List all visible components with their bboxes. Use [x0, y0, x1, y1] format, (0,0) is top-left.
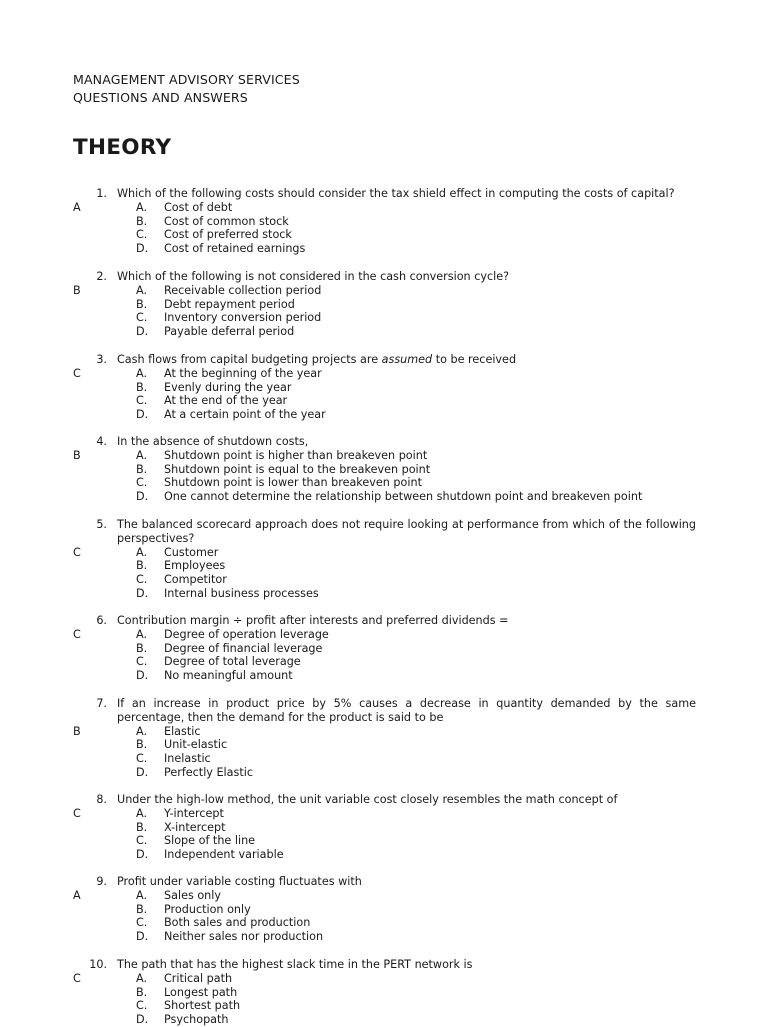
- question-text: Which of the following is not considered in the cash conversion cycle?: [117, 270, 510, 283]
- answer-key: A: [73, 200, 81, 214]
- option-row: [0, 228, 768, 242]
- option-row: [0, 999, 768, 1013]
- answer-key: C: [73, 627, 81, 641]
- question-10: [0, 958, 768, 1027]
- option-text: Psychopath: [164, 1013, 229, 1026]
- option-text: No meaningful amount: [164, 669, 293, 682]
- option-row: [0, 821, 768, 835]
- question-stem: [0, 270, 768, 284]
- option-text: Internal business processes: [164, 586, 319, 600]
- question-number: 2.: [96, 270, 107, 283]
- question-number: 8.: [96, 793, 107, 806]
- option-letter: A.: [136, 448, 148, 462]
- option-row: [0, 573, 768, 587]
- document-header-line-1: MANAGEMENT ADVISORY SERVICES: [73, 72, 300, 87]
- option-text: Payable deferral period: [164, 325, 295, 338]
- answer-key: B: [73, 448, 81, 462]
- option-letter: D.: [136, 242, 149, 255]
- option-row: [0, 930, 768, 944]
- option-text: Shutdown point is lower than breakeven point: [164, 476, 422, 490]
- option-text: Inelastic: [164, 752, 211, 765]
- option-text: Cost of debt: [164, 200, 233, 214]
- question-4: [0, 435, 768, 504]
- option-row: [0, 1013, 768, 1027]
- option-letter: D.: [136, 325, 149, 338]
- question-number: 3.: [96, 353, 107, 366]
- option-letter: C.: [136, 228, 148, 242]
- question-number: 4.: [96, 435, 107, 448]
- option-text: At a certain point of the year: [164, 408, 326, 421]
- answer-key: B: [73, 283, 81, 297]
- option-text: Unit-elastic: [164, 738, 228, 752]
- option-row: [0, 916, 768, 930]
- option-text: Employees: [164, 559, 226, 573]
- option-letter: C.: [136, 834, 148, 848]
- option-letter: D.: [136, 490, 149, 503]
- question-text-part: Cash flows from capital budgeting projects are: [117, 353, 382, 366]
- option-text: Cost of retained earnings: [164, 242, 306, 255]
- option-text: Independent variable: [164, 848, 284, 861]
- question-stem: [0, 435, 768, 449]
- option-row: [0, 201, 768, 215]
- question-number: 10.: [89, 958, 107, 971]
- option-row: [0, 476, 768, 490]
- option-text: Critical path: [164, 971, 233, 985]
- option-row: [0, 587, 768, 601]
- option-letter: D.: [136, 848, 149, 861]
- option-text: Debt repayment period: [164, 297, 295, 311]
- option-text: Sales only: [164, 888, 221, 902]
- option-text: At the end of the year: [164, 394, 288, 408]
- section-title: THEORY: [73, 135, 172, 160]
- question-3: [0, 353, 768, 422]
- question-stem: [0, 793, 768, 807]
- question-stem: [0, 353, 768, 367]
- question-7: [0, 697, 768, 780]
- option-row: [0, 766, 768, 780]
- answer-key: C: [73, 366, 81, 380]
- option-row: [0, 242, 768, 256]
- option-letter: B.: [136, 902, 148, 916]
- option-letter: A.: [136, 806, 148, 820]
- option-text: Inventory conversion period: [164, 311, 322, 325]
- option-row: [0, 986, 768, 1000]
- option-text: Shortest path: [164, 999, 241, 1013]
- option-letter: B.: [136, 380, 148, 394]
- option-row: [0, 311, 768, 325]
- option-row: [0, 449, 768, 463]
- option-text: Both sales and production: [164, 916, 311, 930]
- option-row: [0, 298, 768, 312]
- option-letter: C.: [136, 752, 148, 765]
- option-letter: B.: [136, 297, 148, 311]
- option-letter: A.: [136, 888, 148, 902]
- answer-key: A: [73, 888, 81, 902]
- answer-key: C: [73, 806, 81, 820]
- option-text: Perfectly Elastic: [164, 765, 253, 779]
- option-letter: D.: [136, 765, 149, 779]
- question-stem: [0, 518, 768, 546]
- option-text: Neither sales nor production: [164, 930, 324, 943]
- option-row: [0, 628, 768, 642]
- option-letter: C.: [136, 999, 148, 1013]
- question-stem: [0, 958, 768, 972]
- option-letter: A.: [136, 283, 148, 297]
- option-letter: D.: [136, 669, 149, 682]
- option-text: Y-intercept: [164, 806, 224, 820]
- question-stem: [0, 697, 768, 725]
- question-2: [0, 270, 768, 339]
- option-row: [0, 546, 768, 560]
- option-letter: A.: [136, 627, 148, 641]
- question-text: The balanced scorecard approach does not require looking at performance from which of the following perspectives?: [117, 518, 696, 545]
- option-row: [0, 889, 768, 903]
- option-text: Receivable collection period: [164, 283, 322, 297]
- option-letter: A.: [136, 200, 148, 214]
- option-letter: B.: [136, 462, 148, 476]
- option-row: [0, 408, 768, 422]
- question-9: [0, 875, 768, 944]
- option-letter: C.: [136, 916, 148, 930]
- option-row: [0, 325, 768, 339]
- option-letter: B.: [136, 214, 148, 228]
- option-text: Competitor: [164, 573, 227, 586]
- question-number: 1.: [96, 187, 107, 200]
- question-stem: [0, 614, 768, 628]
- option-row: [0, 848, 768, 862]
- question-stem: [0, 875, 768, 889]
- option-row: [0, 669, 768, 683]
- question-number: 9.: [96, 875, 107, 888]
- option-letter: A.: [136, 971, 148, 985]
- option-row: [0, 752, 768, 766]
- answer-key: C: [73, 971, 81, 985]
- option-row: [0, 655, 768, 669]
- option-row: [0, 834, 768, 848]
- question-8: [0, 793, 768, 862]
- option-letter: C.: [136, 573, 148, 586]
- option-text: Longest path: [164, 985, 238, 999]
- option-row: [0, 972, 768, 986]
- question-text-emphasis: assumed: [381, 353, 433, 366]
- document-header-line-2: QUESTIONS AND ANSWERS: [73, 90, 248, 105]
- option-row: [0, 490, 768, 504]
- question-text: If an increase in product price by 5% causes a decrease in quantity demanded by the same percentage, then the demand for the product is said to be: [117, 697, 696, 724]
- option-text: Slope of the line: [164, 834, 256, 848]
- question-text: In the absence of shutdown costs,: [117, 435, 309, 448]
- option-letter: B.: [136, 985, 148, 999]
- answer-key: B: [73, 724, 81, 738]
- option-row: [0, 367, 768, 381]
- option-row: [0, 738, 768, 752]
- question-stem: [0, 187, 768, 201]
- option-letter: C.: [136, 476, 148, 490]
- option-row: [0, 381, 768, 395]
- option-text: One cannot determine the relationship between shutdown point and breakeven point: [164, 490, 643, 503]
- option-letter: B.: [136, 738, 148, 752]
- option-row: [0, 463, 768, 477]
- question-text: The path that has the highest slack time in the PERT network is: [117, 958, 473, 971]
- option-text: Customer: [164, 545, 219, 559]
- option-row: [0, 642, 768, 656]
- option-row: [0, 284, 768, 298]
- option-letter: B.: [136, 641, 148, 655]
- option-text: At the beginning of the year: [164, 366, 322, 380]
- option-row: [0, 807, 768, 821]
- question-number: 6.: [96, 614, 107, 627]
- option-row: [0, 394, 768, 408]
- option-letter: D.: [136, 408, 149, 421]
- option-letter: D.: [136, 930, 149, 943]
- option-row: [0, 215, 768, 229]
- option-letter: D.: [136, 586, 149, 600]
- answer-key: C: [73, 545, 81, 559]
- option-text: Elastic: [164, 724, 201, 738]
- option-text: Cost of common stock: [164, 214, 289, 228]
- option-text: X-intercept: [164, 820, 226, 834]
- question-text: Contribution margin ÷ profit after interests and preferred dividends =: [117, 614, 509, 627]
- option-letter: A.: [136, 545, 148, 559]
- option-text: Production only: [164, 902, 251, 916]
- option-text: Degree of total leverage: [164, 655, 301, 669]
- option-text: Shutdown point is equal to the breakeven point: [164, 462, 431, 476]
- question-number: 7.: [96, 697, 107, 710]
- option-letter: B.: [136, 559, 148, 573]
- option-text: Evenly during the year: [164, 380, 292, 394]
- option-text: Shutdown point is higher than breakeven point: [164, 448, 428, 462]
- option-letter: A.: [136, 366, 148, 380]
- question-text: Which of the following costs should consider the tax shield effect in computing the costs of capital?: [117, 187, 675, 200]
- question-text-part: to be received: [432, 353, 517, 366]
- question-5: [0, 518, 768, 601]
- question-text: Profit under variable costing fluctuates with: [117, 875, 362, 888]
- option-text: Degree of operation leverage: [164, 627, 329, 641]
- option-text: Degree of financial leverage: [164, 641, 323, 655]
- option-letter: C.: [136, 394, 148, 408]
- option-row: [0, 559, 768, 573]
- option-letter: D.: [136, 1013, 149, 1026]
- question-1: [0, 187, 768, 256]
- option-text: Cost of preferred stock: [164, 228, 292, 242]
- option-row: [0, 903, 768, 917]
- option-letter: C.: [136, 655, 148, 669]
- option-letter: B.: [136, 820, 148, 834]
- option-letter: C.: [136, 311, 148, 325]
- question-number: 5.: [96, 518, 107, 531]
- question-6: [0, 614, 768, 683]
- option-letter: A.: [136, 724, 148, 738]
- question-text: Under the high-low method, the unit variable cost closely resembles the math concept of: [117, 793, 618, 806]
- option-row: [0, 725, 768, 739]
